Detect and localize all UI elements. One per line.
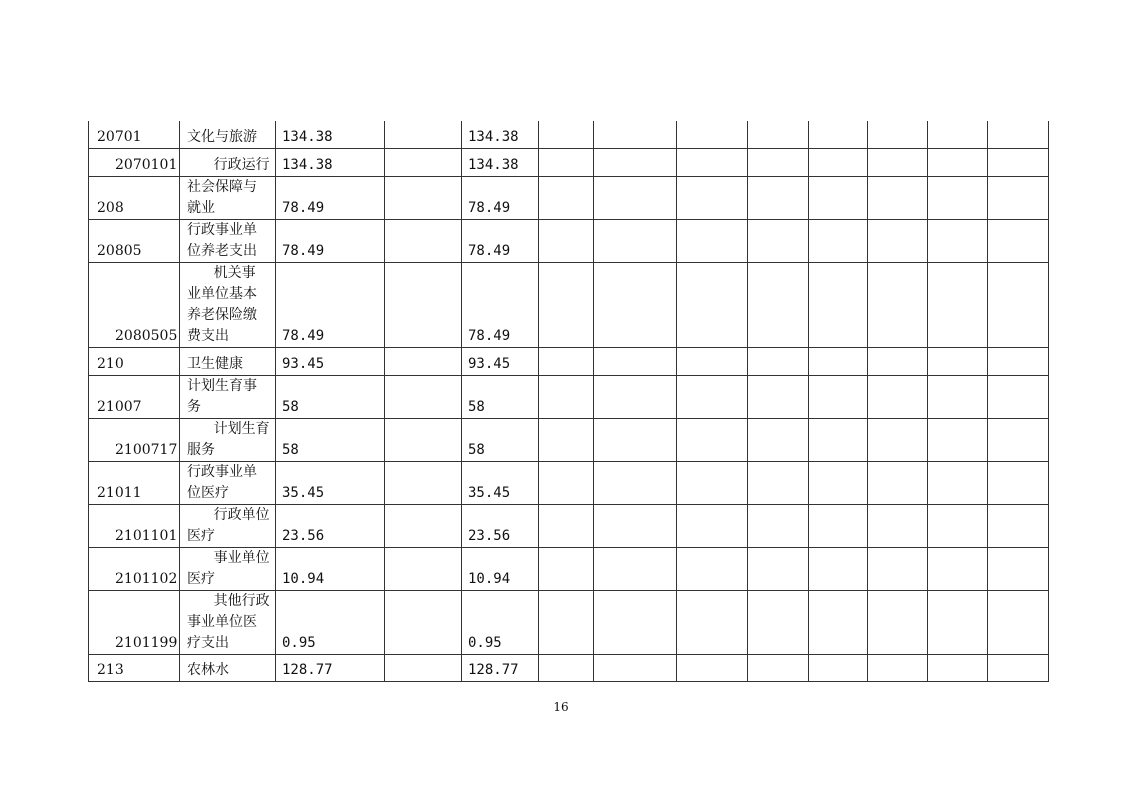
table-row: [89, 176, 1049, 219]
empty-cell: [539, 461, 594, 504]
empty-cell: [988, 590, 1049, 654]
subject-name-cell: [180, 590, 276, 654]
empty-cell: [677, 547, 748, 590]
subject-name-cell: [180, 461, 276, 504]
total-amount-cell: 78.49: [276, 262, 385, 347]
empty-cell: [868, 262, 928, 347]
subject-name-cell: [180, 375, 276, 418]
empty-cell: [868, 418, 928, 461]
empty-cell: [928, 418, 988, 461]
empty-cell: [539, 121, 594, 148]
subject-code-cell: 2101102: [89, 547, 180, 590]
empty-cell: [928, 176, 988, 219]
empty-cell: [809, 347, 868, 375]
basic-expenditure-cell: 78.49: [462, 262, 539, 347]
empty-cell: [539, 176, 594, 219]
total-amount-cell: 10.94: [276, 547, 385, 590]
subject-name-cell: [180, 176, 276, 219]
subject-name-cell: [180, 418, 276, 461]
table-row: [89, 654, 1049, 681]
subject-code-cell: 2101199: [89, 590, 180, 654]
table-row: [89, 148, 1049, 176]
empty-cell: [868, 219, 928, 262]
empty-cell: [539, 148, 594, 176]
subject-name-text: 卫生健康: [187, 355, 243, 372]
empty-cell: [677, 121, 748, 148]
empty-cell: [677, 418, 748, 461]
empty-cell: [539, 219, 594, 262]
table-row: [89, 504, 1049, 547]
empty-cell: [748, 654, 809, 681]
empty-cell: [677, 504, 748, 547]
subject-name-cell: [180, 121, 276, 148]
subject-name-cell: [180, 148, 276, 176]
empty-cell: [988, 375, 1049, 418]
subject-name-text: 计划生育事 务: [187, 377, 257, 415]
subject-name-text: 行政事业单 位医疗: [187, 463, 257, 501]
subject-name-cell: [180, 504, 276, 547]
empty-cell: [809, 590, 868, 654]
empty-cell: [748, 375, 809, 418]
amount-cell-empty: [385, 418, 462, 461]
subject-code-cell: 208: [89, 176, 180, 219]
empty-cell: [988, 347, 1049, 375]
basic-expenditure-cell: 93.45: [462, 347, 539, 375]
empty-cell: [594, 590, 677, 654]
empty-cell: [988, 176, 1049, 219]
empty-cell: [677, 176, 748, 219]
empty-cell: [677, 654, 748, 681]
amount-cell-empty: [385, 148, 462, 176]
amount-cell-empty: [385, 219, 462, 262]
basic-expenditure-cell: 78.49: [462, 176, 539, 219]
empty-cell: [677, 461, 748, 504]
empty-cell: [809, 418, 868, 461]
total-amount-cell: 134.38: [276, 148, 385, 176]
empty-cell: [748, 262, 809, 347]
table-row: [89, 590, 1049, 654]
empty-cell: [748, 148, 809, 176]
page-number: 16: [553, 700, 569, 714]
amount-cell-empty: [385, 590, 462, 654]
empty-cell: [594, 375, 677, 418]
empty-cell: [594, 262, 677, 347]
subject-name-text: 机关事 业单位基本 养老保险缴 费支出: [187, 264, 257, 344]
amount-cell-empty: [385, 504, 462, 547]
empty-cell: [928, 347, 988, 375]
empty-cell: [748, 547, 809, 590]
subject-name-text: 文化与旅游: [187, 128, 257, 145]
amount-cell-empty: [385, 654, 462, 681]
empty-cell: [594, 461, 677, 504]
empty-cell: [928, 148, 988, 176]
subject-code-cell: 20805: [89, 219, 180, 262]
empty-cell: [809, 547, 868, 590]
total-amount-cell: 128.77: [276, 654, 385, 681]
subject-name-cell: [180, 347, 276, 375]
empty-cell: [928, 654, 988, 681]
empty-cell: [868, 547, 928, 590]
total-amount-cell: 58: [276, 375, 385, 418]
empty-cell: [928, 461, 988, 504]
subject-name-text: 行政事业单 位养老支出: [187, 221, 257, 259]
empty-cell: [748, 504, 809, 547]
total-amount-cell: 0.95: [276, 590, 385, 654]
basic-expenditure-cell: 128.77: [462, 654, 539, 681]
subject-code-cell: 21007: [89, 375, 180, 418]
empty-cell: [988, 654, 1049, 681]
amount-cell-empty: [385, 121, 462, 148]
empty-cell: [539, 547, 594, 590]
empty-cell: [594, 654, 677, 681]
subject-name-text: 计划生育 服务: [187, 420, 270, 458]
table-row: [89, 219, 1049, 262]
amount-cell-empty: [385, 176, 462, 219]
empty-cell: [748, 590, 809, 654]
table-row: [89, 418, 1049, 461]
empty-cell: [539, 375, 594, 418]
empty-cell: [928, 504, 988, 547]
empty-cell: [988, 219, 1049, 262]
empty-cell: [868, 504, 928, 547]
subject-name-cell: [180, 654, 276, 681]
total-amount-cell: 35.45: [276, 461, 385, 504]
subject-name-text: 其他行政 事业单位医 疗支出: [187, 592, 270, 651]
subject-name-text: 农林水: [187, 661, 229, 678]
empty-cell: [594, 347, 677, 375]
empty-cell: [748, 176, 809, 219]
total-amount-cell: 58: [276, 418, 385, 461]
budget-table: [88, 121, 1049, 682]
subject-code-cell: 2070101: [89, 148, 180, 176]
empty-cell: [868, 461, 928, 504]
subject-name-text: 行政运行: [213, 156, 270, 173]
empty-cell: [809, 148, 868, 176]
empty-cell: [988, 418, 1049, 461]
empty-cell: [809, 219, 868, 262]
empty-cell: [594, 176, 677, 219]
empty-cell: [809, 654, 868, 681]
empty-cell: [594, 121, 677, 148]
subject-code-cell: 21011: [89, 461, 180, 504]
subject-name-cell: [180, 262, 276, 347]
amount-cell-empty: [385, 547, 462, 590]
total-amount-cell: 93.45: [276, 347, 385, 375]
empty-cell: [868, 654, 928, 681]
basic-expenditure-cell: 78.49: [462, 219, 539, 262]
empty-cell: [809, 461, 868, 504]
empty-cell: [868, 176, 928, 219]
basic-expenditure-cell: 23.56: [462, 504, 539, 547]
empty-cell: [677, 262, 748, 347]
empty-cell: [539, 504, 594, 547]
subject-code-cell: 2080505: [89, 262, 180, 347]
amount-cell-empty: [385, 375, 462, 418]
empty-cell: [809, 262, 868, 347]
amount-cell-empty: [385, 347, 462, 375]
empty-cell: [928, 590, 988, 654]
empty-cell: [677, 148, 748, 176]
empty-cell: [988, 461, 1049, 504]
empty-cell: [677, 219, 748, 262]
table-row: [89, 461, 1049, 504]
total-amount-cell: 78.49: [276, 176, 385, 219]
table-row: [89, 375, 1049, 418]
amount-cell-empty: [385, 262, 462, 347]
basic-expenditure-cell: 134.38: [462, 121, 539, 148]
subject-code-cell: 213: [89, 654, 180, 681]
empty-cell: [748, 121, 809, 148]
basic-expenditure-cell: 134.38: [462, 148, 539, 176]
empty-cell: [594, 219, 677, 262]
empty-cell: [928, 262, 988, 347]
empty-cell: [988, 547, 1049, 590]
basic-expenditure-cell: 58: [462, 375, 539, 418]
empty-cell: [677, 590, 748, 654]
subject-name-cell: [180, 219, 276, 262]
empty-cell: [928, 121, 988, 148]
empty-cell: [868, 121, 928, 148]
empty-cell: [594, 547, 677, 590]
empty-cell: [539, 590, 594, 654]
subject-name-text: 行政单位 医疗: [187, 506, 270, 544]
basic-expenditure-cell: 0.95: [462, 590, 539, 654]
empty-cell: [594, 418, 677, 461]
table-row: [89, 262, 1049, 347]
empty-cell: [868, 590, 928, 654]
empty-cell: [988, 504, 1049, 547]
empty-cell: [594, 504, 677, 547]
basic-expenditure-cell: 58: [462, 418, 539, 461]
empty-cell: [988, 262, 1049, 347]
empty-cell: [748, 461, 809, 504]
total-amount-cell: 78.49: [276, 219, 385, 262]
empty-cell: [809, 504, 868, 547]
empty-cell: [594, 148, 677, 176]
empty-cell: [809, 176, 868, 219]
empty-cell: [988, 121, 1049, 148]
empty-cell: [868, 148, 928, 176]
table-row: [89, 121, 1049, 148]
basic-expenditure-cell: 35.45: [462, 461, 539, 504]
budget-table-body: [89, 121, 1049, 681]
empty-cell: [539, 347, 594, 375]
empty-cell: [928, 375, 988, 418]
subject-name-text: 社会保障与 就业: [187, 178, 257, 216]
total-amount-cell: 134.38: [276, 121, 385, 148]
empty-cell: [748, 347, 809, 375]
empty-cell: [539, 418, 594, 461]
subject-code-cell: 210: [89, 347, 180, 375]
empty-cell: [677, 375, 748, 418]
empty-cell: [868, 375, 928, 418]
empty-cell: [748, 219, 809, 262]
subject-name-text: 事业单位 医疗: [187, 549, 270, 587]
subject-code-cell: 20701: [89, 121, 180, 148]
table-row: [89, 347, 1049, 375]
table-row: [89, 547, 1049, 590]
empty-cell: [809, 121, 868, 148]
empty-cell: [748, 418, 809, 461]
basic-expenditure-cell: 10.94: [462, 547, 539, 590]
amount-cell-empty: [385, 461, 462, 504]
empty-cell: [868, 347, 928, 375]
empty-cell: [928, 219, 988, 262]
empty-cell: [539, 654, 594, 681]
empty-cell: [539, 262, 594, 347]
empty-cell: [988, 148, 1049, 176]
empty-cell: [928, 547, 988, 590]
subject-name-cell: [180, 547, 276, 590]
empty-cell: [677, 347, 748, 375]
empty-cell: [809, 375, 868, 418]
total-amount-cell: 23.56: [276, 504, 385, 547]
subject-code-cell: 2101101: [89, 504, 180, 547]
subject-code-cell: 2100717: [89, 418, 180, 461]
